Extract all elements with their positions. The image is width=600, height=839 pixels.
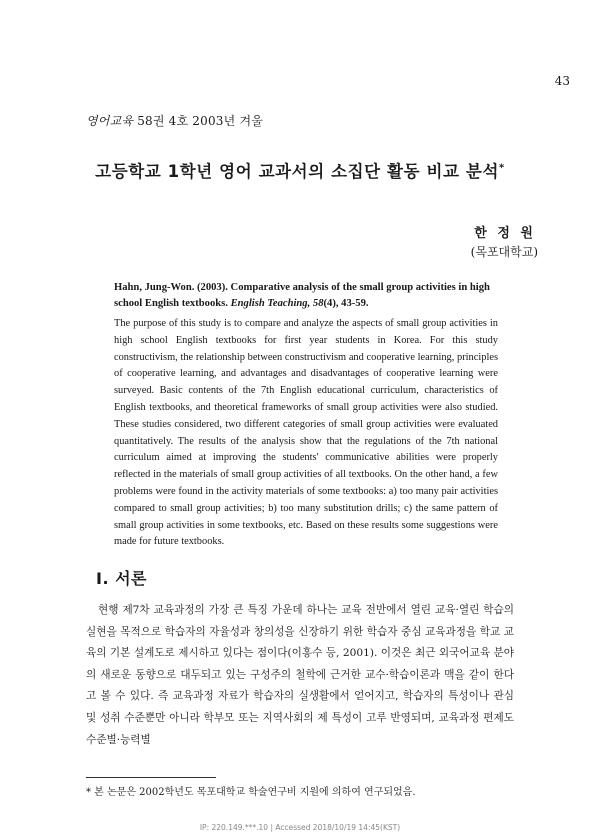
citation-lead: Hahn, Jung-Won. (2003). Comparative analysis of the small group activities in high school English textbooks. [114, 282, 490, 309]
footnote-divider [86, 777, 216, 778]
author-affiliation: (목포대학교) [470, 245, 538, 259]
section-heading: I. 서론 [96, 569, 148, 588]
citation-tail: (4), 43-59. [323, 298, 369, 309]
body-paragraph: 현행 제7차 교육과정의 가장 큰 특징 가운데 하나는 교육 전반에서 열린 교육·열린 학습의 실현을 목적으로 학습자의 자율성과 창의성을 신장하기 위한 학습자 중심 교육과정을 학교 교육의 기본 설계도로 제시하고 있다는 점이다(이홍수 등, 2001). 이것은 최근 외국어교육 분야의 새로운 동향으로 대두되고 있는 구성주의 철학에 근거한 교수·학습이론과 맥을 같이 한다고 볼 수 있다. 즉 교육과정 자료가 학습자의 실생활에서 얻어지고, 학습자의 특성이나 관심 및 성취 수준뿐만 아니라 학부모 또는 지역사회의 제 특성이 고루 반영되며, 교육과정 편제도 수준별·능력별 [86, 604, 514, 746]
access-stamp: IP: 220.149.***.10 | Accessed 2018/10/19 14:45(KST) [199, 823, 401, 832]
author-name: 한 정 원 [474, 226, 536, 241]
abstract-text: The purpose of this study is to compare and analyze the aspects of small group activities in high school English textbooks for first year students in Korea. For this study constructivism, the relationship between constructivism and cooperative learning, principles of cooperative learning, and advantages and disadvantages of cooperative learning were surveyed. Basic contents of the 7th English educational curriculum, characteristics of English textbooks, and theoretical frameworks of small group activities were also studied. These studies considered, two different categories of small group activities were evaluated quantitatively. The results of the analysis show that the regulations of the 7th national curriculum aimed at improving the students' communicative abilities were properly reflected in the materials of small group activities of all textbooks. On the other hand, a few problems were found in the activity materials of some textbooks: a) too many pair activities compared to small group activities; b) too many substitution drills; c) the same pattern of small group activities in some textbooks, etc. Based on these results some suggestions were made for future textbooks. [114, 318, 498, 548]
paper-title [0, 158, 600, 182]
page-number: 43 [554, 74, 570, 88]
journal-name: 영어교육 [86, 114, 134, 128]
paper-title-text: 고등학교 1학년 영어 교과서의 소집단 활동 비교 분석 [95, 162, 499, 181]
journal-issue: 58권 4호 2003년 겨울 [137, 114, 264, 128]
footnote: * 본 논문은 2002학년도 목포대학교 학술연구비 지원에 의하여 연구되었음. [86, 787, 416, 798]
citation-journal: English Teaching, 58 [230, 298, 324, 309]
title-footnote-mark: * [498, 162, 505, 174]
citation [114, 280, 498, 312]
journal-header [86, 112, 263, 129]
